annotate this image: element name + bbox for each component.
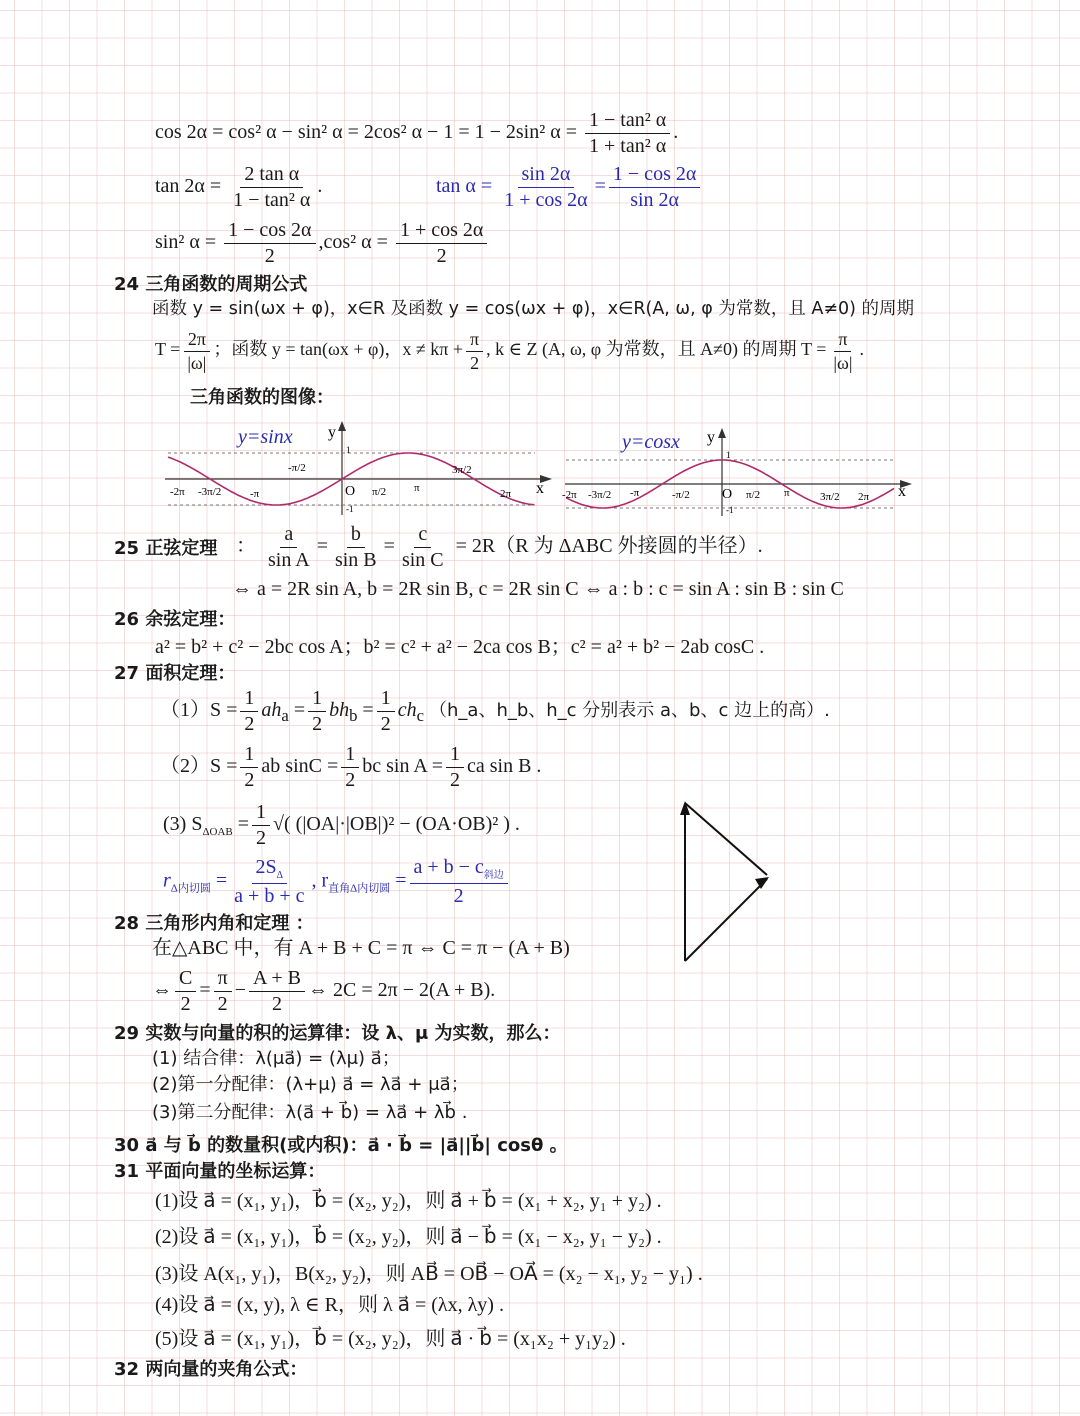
sin-tick-5: π/2 <box>372 486 387 498</box>
period-line-2: T = $\frac{2\pi}{|\omega|}$ ；函数 y = tan(ωx + φ)，x ≠ kπ + $\frac{\pi}{2}$ , k ∈ Z (A, ω, φ 为常数，且 A≠0) 的周期 T = $\frac{\pi}{|\omega|}$ . <box>155 329 864 373</box>
vector-ab: (3)设 A(x₁, y₁)，B(x₂, y₂)，则 AB⃗ = OB⃗ − OA⃗ = (x₂ − x₁, y₂ − y₁) . <box>155 1263 703 1285</box>
sin-neg-one: -1 <box>346 504 354 514</box>
cos-one: 1 <box>726 450 731 460</box>
tana-formula: tan α = $\frac{\sin 2\alpha}{1 + \cos 2\alpha}$ = $\frac{1 - \cos 2\alpha}{\sin 2\alpha}$ <box>436 162 703 213</box>
sin-tick-1: -2π <box>170 486 185 498</box>
area-formula-1: （1）S = $\frac{1}{2}$ $ah_a$ = $\frac{1}{2}$ $bh_b$ = $\frac{1}{2}$ $ch_c$ （h_a、h_b、h_c 分别表示 a、b、c 边上的高）. <box>160 687 830 735</box>
vector-subtract: (2)设 a⃗ = (x₁, y₁)，b⃗ = (x₂, y₂)，则 a⃗ − b⃗ = (x₁ − x₂, y₁ − y₂) . <box>155 1226 662 1248</box>
angle-sum-line-2: ⇔ $\frac{C}{2}$ = $\frac{\pi}{2}$ − $\frac{A + B}{2}$ ⇔ 2C = 2π − 2(A + B). <box>152 967 496 1015</box>
sin-one: 1 <box>346 445 351 455</box>
section-25-heading: 25 正弦定理 <box>114 538 218 559</box>
section-31-heading: 31 平面向量的坐标运算： <box>114 1161 326 1182</box>
pi-over-2: $\frac{\pi}{2}$ <box>466 328 483 374</box>
vector-add: (1)设 a⃗ = (x₁, y₁)，b⃗ = (x₂, y₂)，则 a⃗ + b⃗ = (x₁ + x₂, y₁ + y₂) . <box>155 1190 662 1212</box>
cos-graph <box>560 420 915 520</box>
a-over-sinA: $\frac{a}{\text{sin A}}$ <box>268 523 310 571</box>
tan2a-formula: tan 2α = $\frac{\text{2 tan α}}{\text{1 − tan² α}}$ . <box>155 163 323 211</box>
triangle-side-bottom <box>685 879 767 961</box>
sin-graph <box>160 415 555 520</box>
sine-law-line-2: ⇔ a = 2R sin A, b = 2R sin B, c = 2R sin C ⇔ a : b : c = sin A : sin B : sin C <box>232 578 844 600</box>
cos-tick-2: -3π/2 <box>588 489 612 501</box>
cos-tick-1: -2π <box>562 489 577 501</box>
sin2-fraction: $\frac{1 - \cos 2\alpha}{2}$ <box>224 218 315 269</box>
cos-tick-3: -π <box>630 487 640 499</box>
sin-y-arrow <box>338 421 346 431</box>
cos2a-formula: cos 2α = cos² α − sin² α = 2cos² α − 1 = 1 − 2sin² α = $\frac{\text{1 − tan² α}}{\text{1 + tan² α}}$ . <box>155 109 679 157</box>
sin-tick-3: -π <box>250 488 260 500</box>
cos-tick-6: π <box>784 487 790 499</box>
sin-tick-4: -π/2 <box>288 462 306 474</box>
cosine-law: a² = b² + c² − 2bc cos A；b² = c² + a² − 2ca cos B；c² = a² + b² − 2ab cosC . <box>155 636 765 658</box>
section-27-heading: 27 面积定理： <box>114 663 236 684</box>
section-26-heading: 26 余弦定理： <box>114 609 236 630</box>
sin-y-label: y <box>328 424 336 441</box>
tana-fraction-1: $\frac{\sin 2\alpha}{1 + \cos 2\alpha}$ <box>504 163 588 211</box>
cos-x-label: x <box>898 483 906 500</box>
cos-title: y=cosx <box>622 431 680 453</box>
cos-tick-8: 2π <box>858 491 870 503</box>
section-29-heading: 29 实数与向量的积的运算律：设 λ、μ 为实数，那么： <box>114 1023 561 1044</box>
sin-tick-7: 3π/2 <box>452 464 472 476</box>
area-formula-3: (3) $S_{\Delta OAB}$ = $\frac{1}{2}$ √( (|OA|·|OB|)² − (OA·OB)² ) . <box>163 801 520 849</box>
angle-sum-line-1: 在△ABC 中，有 A + B + C = π ⇔ C = π − (A + B) <box>152 937 570 959</box>
cos-tick-5: π/2 <box>746 489 761 501</box>
section-24-heading: 24 三角函数的周期公式 <box>114 274 308 295</box>
tan-period-fraction: $\frac{\pi}{|\omega|}$ <box>833 329 853 373</box>
vector-triangle <box>675 795 780 970</box>
sine-law: ： $\frac{a}{\text{sin A}}$ = $\frac{b}{\text{sin B}}$ = $\frac{c}{\text{sin C}}$ = 2R（R 为 ΔABC 外接圆的半径）. <box>236 523 763 571</box>
cos-origin: O <box>722 487 733 502</box>
graph-caption: 三角函数的图像： <box>190 387 334 408</box>
first-distributive-law: (2)第一分配律：(λ+μ) a⃗ = λa⃗ + μa⃗； <box>152 1074 469 1095</box>
section-32-heading: 32 两向量的夹角公式： <box>114 1359 308 1380</box>
triangle-side-top <box>685 803 767 875</box>
vector-scale: (4)设 a⃗ = (x, y), λ ∈ R，则 λ a⃗ = (λx, λy) . <box>155 1294 504 1316</box>
section-28-heading: 28 三角形内角和定理 ： <box>114 913 314 934</box>
cos-y-arrow <box>718 428 726 438</box>
half-angle-formula: sin² α = $\frac{1 - \cos 2\alpha}{2}$ ,cos² α = $\frac{1 + \cos 2\alpha}{2}$ <box>155 218 490 269</box>
cos-y-label: y <box>707 429 715 446</box>
cos2a-fraction: $\frac{\text{1 − tan² α}}{\text{1 + tan² α}}$ <box>585 108 670 159</box>
vector-dot: (5)设 a⃗ = (x₁, y₁)，b⃗ = (x₂, y₂)，则 a⃗ · b⃗ = (x₁x₂ + y₁y₂) . <box>155 1328 626 1350</box>
sin-origin: O <box>345 484 356 499</box>
cos-neg-one: -1 <box>726 505 734 515</box>
associative-law: (1) 结合律：λ(μa⃗) = (λμ) a⃗； <box>152 1048 400 1069</box>
sin-tick-2: -3π/2 <box>198 486 222 498</box>
arrow-head-right <box>755 877 769 889</box>
period-line-1: 函数 y = sin(ωx + φ)，x∈R 及函数 y = cos(ωx + φ)，x∈R(A, ω, φ 为常数，且 A≠0) 的周期 <box>152 299 915 319</box>
section-30-line: 30 a⃗ 与 b⃗ 的数量积(或内积)：a⃗ · b⃗ = |a⃗||b⃗| cosθ 。 <box>114 1135 568 1156</box>
arrow-head-top <box>680 801 690 815</box>
tan2a-fraction: $\frac{\text{2 tan α}}{\text{1 − tan² α}}$ <box>233 163 311 211</box>
sin-tick-6: π <box>414 482 420 494</box>
period-fraction: $\frac{2\pi}{|\omega|}$ <box>183 328 210 374</box>
sin-x-label: x <box>536 480 544 497</box>
tana-fraction-2: $\frac{1 - \cos 2\alpha}{\sin 2\alpha}$ <box>609 162 700 213</box>
sin-tick-8: 2π <box>500 488 512 500</box>
c-over-sinC: $\frac{c}{\text{sin C}}$ <box>401 523 444 571</box>
cos2-fraction: $\frac{1 + \cos 2\alpha}{2}$ <box>396 218 487 269</box>
incircle-formula: $r_{\Delta 内切圆}$ = $\frac{2S_\Delta}{a + b + c}$ , $r_{直角\Delta 内切圆}$ = $\frac{a + b - c_{斜边}}{2}$ <box>163 855 511 909</box>
b-over-sinB: $\frac{b}{\text{sin B}}$ <box>334 523 377 571</box>
cos-tick-7: 3π/2 <box>820 491 840 503</box>
area-formula-2: （2）S = $\frac{1}{2}$ ab sinC = $\frac{1}{2}$ bc sin A = $\frac{1}{2}$ ca sin B . <box>160 743 542 791</box>
sin-title: y=sinx <box>238 426 293 448</box>
cos-tick-4: -π/2 <box>672 489 690 501</box>
second-distributive-law: (3)第二分配律：λ(a⃗ + b⃗) = λa⃗ + λb⃗ . <box>152 1102 468 1123</box>
